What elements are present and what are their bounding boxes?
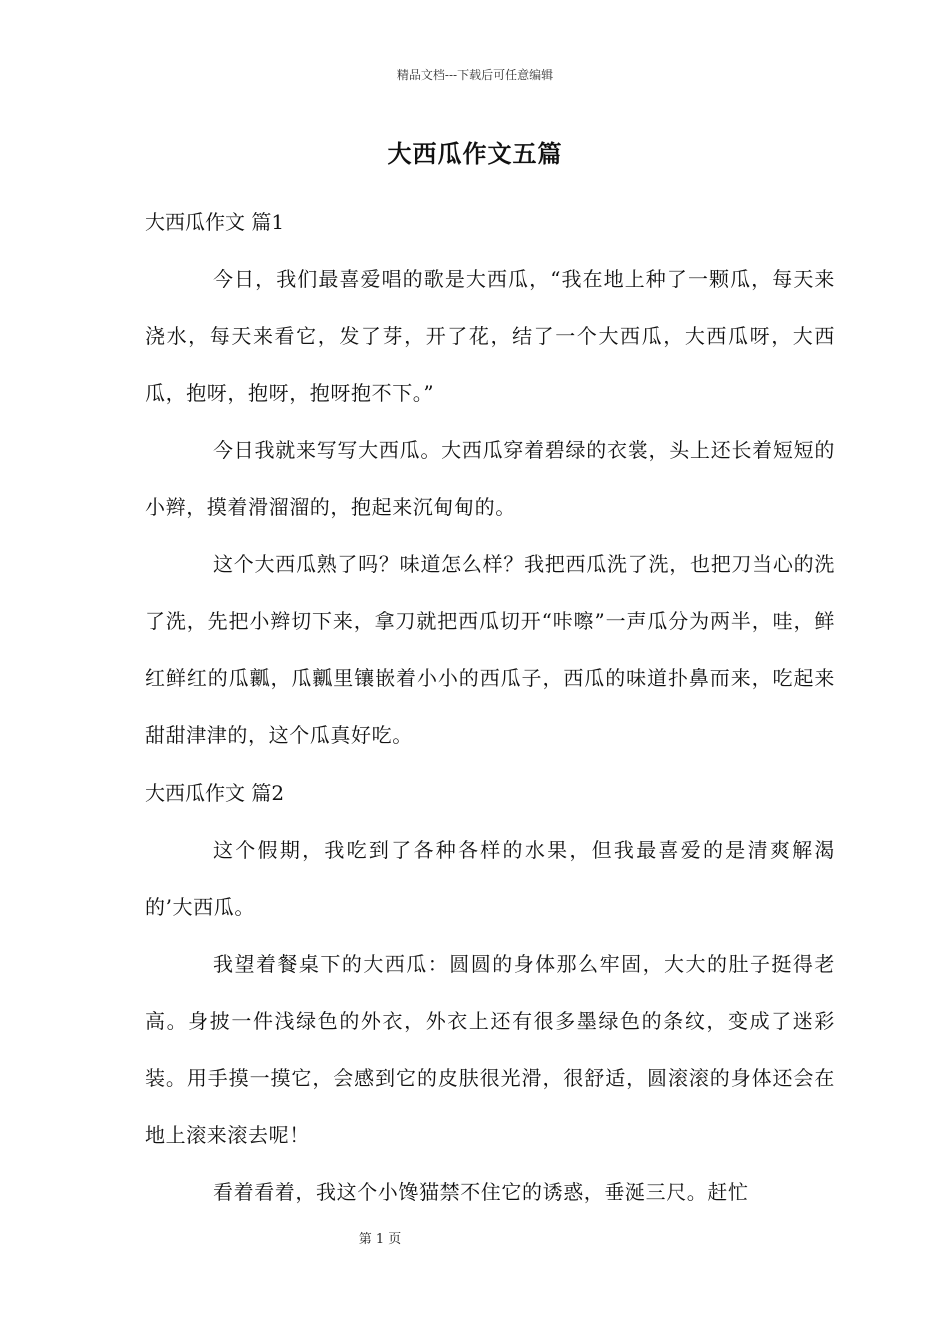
document-title: 大西瓜作文五篇: [387, 139, 563, 168]
paragraph: 我望着餐桌下的大西瓜：圆圆的身体那么牢固，大大的肚子挺得老高。身披一件浅绿色的外衣，外衣上还有很多墨绿色的条纹，变成了迷彩装。用手摸一摸它，会感到它的皮肤很光滑，很舒适，圆滚滚的身体还会在地上滚来滚去呢！: [145, 952, 835, 1147]
section-heading: 大西瓜作文 篇1: [145, 210, 285, 234]
paragraph: 今日，我们最喜爱唱的歌是大西瓜，“我在地上种了一颗瓜，每天来浇水，每天来看它，发了芽，开了花，结了一个大西瓜，大西瓜呀，大西瓜，抱呀，抱呀，抱呀抱不下。”: [145, 267, 835, 405]
essay-section-2: [145, 764, 835, 1221]
paragraph: 这个大西瓜熟了吗？味道怎么样？我把西瓜洗了洗，也把刀当心的洗了洗，先把小辫切下来，拿刀就把西瓜切开“咔嚓”一声瓜分为两半，哇，鲜红鲜红的瓜瓤，瓜瓤里镶嵌着小小的西瓜子，西瓜的味道扑鼻而来，吃起来甜甜津津的，这个瓜真好吃。: [145, 552, 835, 747]
paragraph: 这个假期，我吃到了各种各样的水果，但我最喜爱的是清爽解渴的’大西瓜。: [145, 838, 835, 919]
page-header: 精品文档---下载后可任意编辑: [396, 68, 554, 82]
paragraph: 看着看着，我这个小馋猫禁不住它的诱惑，垂涎三尺。赶忙: [213, 1180, 749, 1204]
essay-section-1: [145, 193, 835, 764]
document-body: [145, 193, 835, 1221]
paragraph: 今日我就来写写大西瓜。大西瓜穿着碧绿的衣裳，头上还长着短短的小辫，摸着滑溜溜的，抱起来沉甸甸的。: [145, 438, 835, 519]
section-heading: 大西瓜作文 篇2: [145, 781, 285, 805]
page-number: 第 1 页: [358, 1232, 402, 1247]
